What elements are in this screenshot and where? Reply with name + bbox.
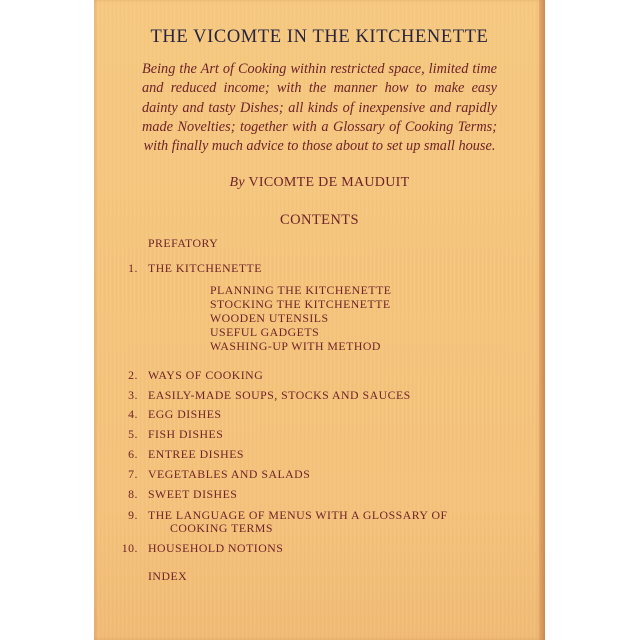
toc-title: THE LANGUAGE OF MENUS WITH A GLOSSARY OF: [148, 508, 448, 522]
toc-subsection: WASHING-UP WITH METHOD: [210, 339, 381, 353]
toc-number: 5.: [128, 427, 138, 441]
toc-prefatory: PREFATORY: [148, 236, 219, 250]
book-cover: [94, 0, 545, 640]
toc-number: 10.: [121, 541, 138, 555]
toc-number: 3.: [128, 388, 138, 402]
toc-number: 4.: [128, 407, 138, 421]
toc-number: 1.: [128, 261, 138, 275]
toc-subsection: USEFUL GADGETS: [210, 325, 320, 339]
table-of-contents: [94, 0, 545, 640]
toc-title: WAYS OF COOKING: [148, 368, 264, 382]
toc-title: ENTREE DISHES: [148, 447, 244, 461]
byline-prefix: By: [229, 175, 245, 190]
book-title: THE VICOMTE IN THE KITCHENETTE: [150, 27, 489, 47]
toc-subsection: STOCKING THE KITCHENETTE: [210, 297, 391, 311]
toc-number: 8.: [128, 487, 138, 501]
book-subtitle: Being the Art of Cooking within restricted space, limited time and reduced income; with the manner how to make easy dainty and tasty Dishes; all kinds of inexpensive and rapidly made Novelties; together with a Glossary of Cooking Terms; with finally much advice to those about to set up small house.: [142, 61, 497, 155]
toc-title: EASILY-MADE SOUPS, STOCKS AND SAUCES: [148, 388, 411, 402]
toc-title: THE KITCHENETTE: [148, 261, 262, 275]
toc-title: HOUSEHOLD NOTIONS: [148, 541, 284, 555]
toc-title: SWEET DISHES: [148, 487, 238, 501]
toc-index: INDEX: [148, 569, 188, 583]
toc-title-continuation: COOKING TERMS: [170, 521, 273, 535]
toc-number: 9.: [128, 508, 138, 522]
toc-title: VEGETABLES AND SALADS: [148, 467, 311, 481]
toc-number: 6.: [128, 447, 138, 461]
toc-title: FISH DISHES: [148, 427, 224, 441]
toc-number: 2.: [128, 368, 138, 382]
toc-title: EGG DISHES: [148, 407, 222, 421]
author-name: VICOMTE DE MAUDUIT: [248, 175, 410, 190]
toc-number: 7.: [128, 467, 138, 481]
toc-subsection: PLANNING THE KITCHENETTE: [210, 283, 392, 297]
contents-heading: CONTENTS: [280, 212, 359, 228]
toc-subsection: WOODEN UTENSILS: [210, 311, 329, 325]
